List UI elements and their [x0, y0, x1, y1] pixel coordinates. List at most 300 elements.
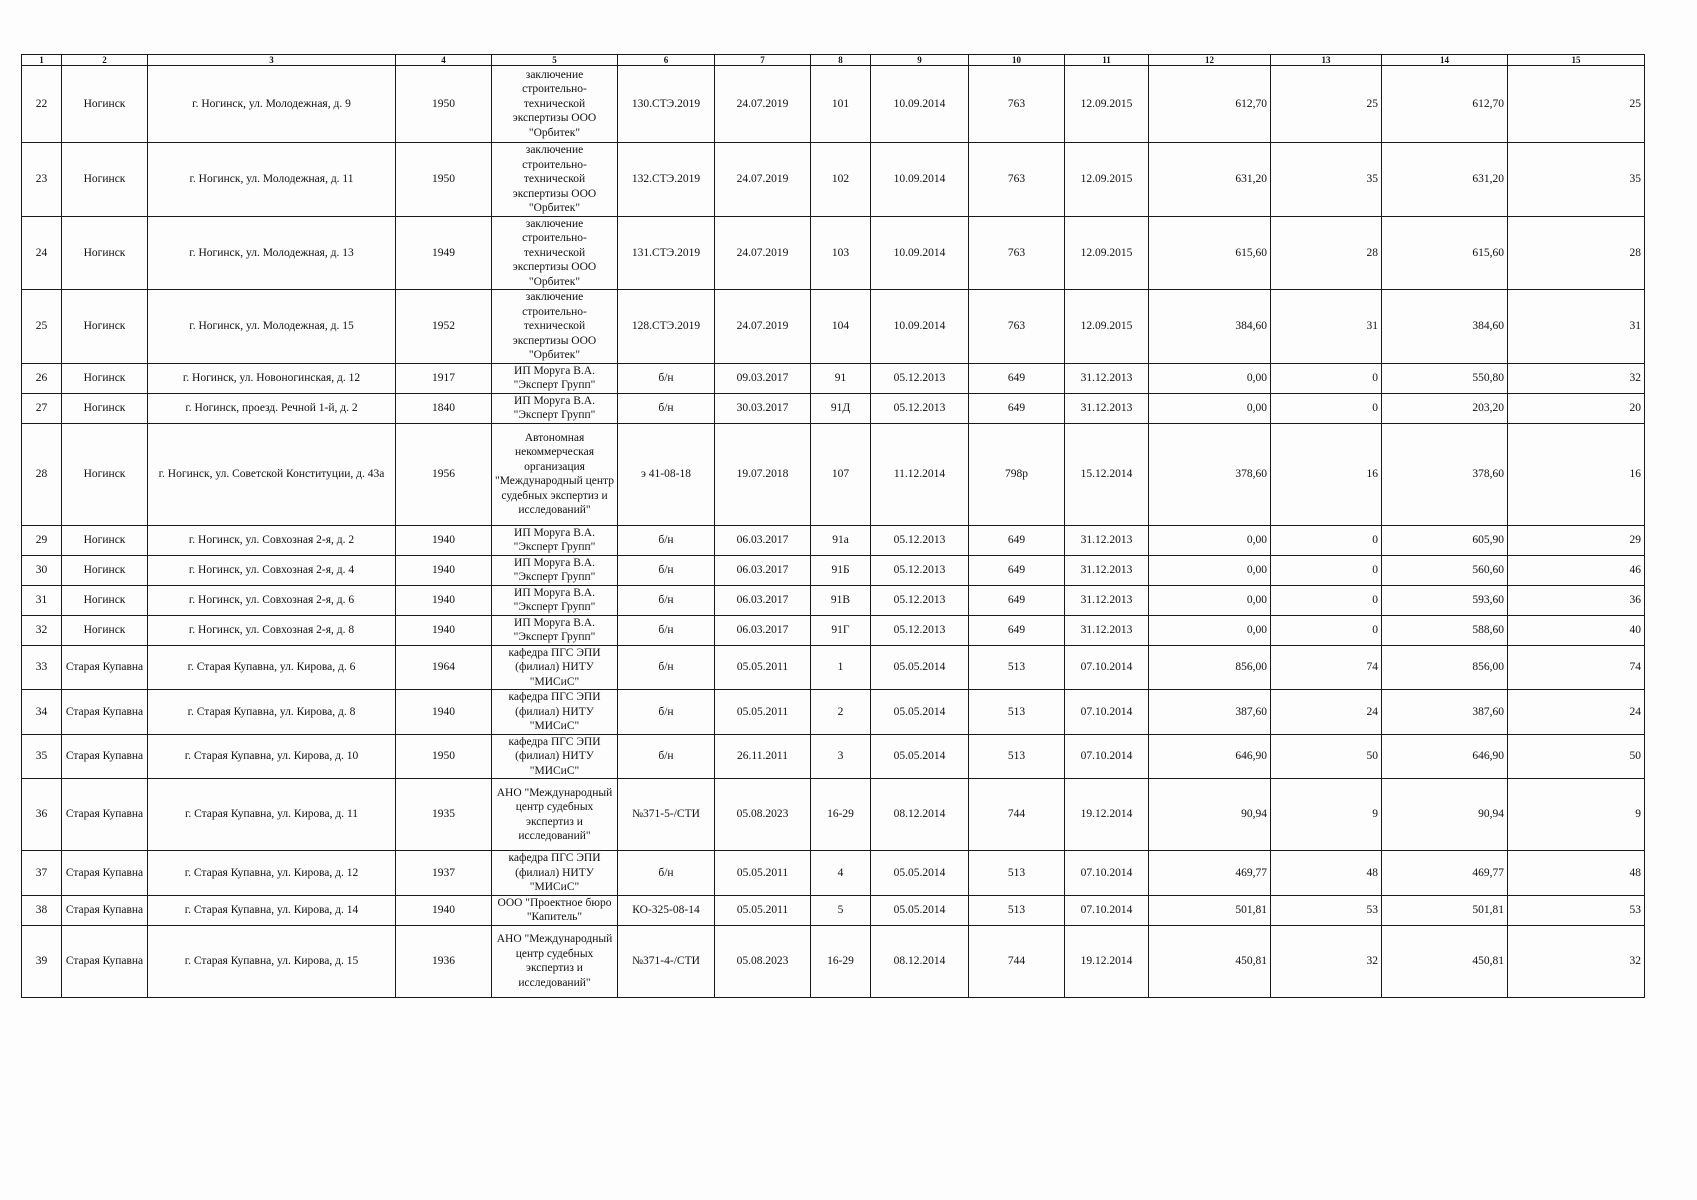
expert-organization-cell: АНО "Международный центр судебных экспертиз и исследований"	[492, 779, 618, 851]
total-area-cell: 501,81	[1382, 895, 1508, 925]
conclusion-date-cell: 06.03.2017	[715, 615, 811, 645]
total-area-cell: 612,70	[1382, 66, 1508, 143]
column-header: 1	[22, 55, 62, 66]
address-cell: г. Старая Купавна, ул. Кирова, д. 14	[148, 895, 396, 925]
total-residents-cell: 32	[1508, 363, 1645, 393]
decision-date-cell: 05.12.2013	[871, 525, 969, 555]
total-residents-cell: 31	[1508, 290, 1645, 364]
expert-organization-cell: ООО "Проектное бюро "Капитель"	[492, 895, 618, 925]
expert-organization-cell: АНО "Международный центр судебных экспертиз и исследований"	[492, 925, 618, 997]
order-date-cell: 07.10.2014	[1065, 851, 1149, 896]
table-row	[22, 925, 1645, 997]
row-number-cell: 25	[22, 290, 62, 364]
row-number-cell: 32	[22, 615, 62, 645]
decision-number-cell: 91Г	[811, 615, 871, 645]
row-number-cell: 37	[22, 851, 62, 896]
order-date-cell: 19.12.2014	[1065, 925, 1149, 997]
expert-organization-cell: заключение строительно-технической экспертизы ООО "Орбитек"	[492, 290, 618, 364]
order-number-cell: 763	[969, 290, 1065, 364]
table-row	[22, 66, 1645, 143]
locality-cell: Ногинск	[62, 66, 148, 143]
order-date-cell: 15.12.2014	[1065, 423, 1149, 525]
total-area-cell: 90,94	[1382, 779, 1508, 851]
expert-organization-cell: кафедра ПГС ЭПИ (филиал) НИТУ "МИСиС"	[492, 690, 618, 735]
resident-count-cell: 24	[1271, 690, 1382, 735]
row-number-cell: 31	[22, 585, 62, 615]
decision-date-cell: 10.09.2014	[871, 290, 969, 364]
year-built-cell: 1940	[396, 555, 492, 585]
year-built-cell: 1964	[396, 645, 492, 690]
row-number-cell: 23	[22, 143, 62, 217]
conclusion-number-cell: б/н	[618, 615, 715, 645]
table-row	[22, 555, 1645, 585]
column-header: 14	[1382, 55, 1508, 66]
locality-cell: Старая Купавна	[62, 895, 148, 925]
conclusion-number-cell: 131.СТЭ.2019	[618, 216, 715, 290]
decision-date-cell: 05.12.2013	[871, 363, 969, 393]
decision-date-cell: 05.12.2013	[871, 393, 969, 423]
locality-cell: Старая Купавна	[62, 779, 148, 851]
column-header: 10	[969, 55, 1065, 66]
address-cell: г. Ногинск, ул. Совхозная 2-я, д. 8	[148, 615, 396, 645]
row-number-cell: 30	[22, 555, 62, 585]
total-residents-cell: 9	[1508, 779, 1645, 851]
conclusion-date-cell: 24.07.2019	[715, 290, 811, 364]
resident-count-cell: 0	[1271, 363, 1382, 393]
resident-count-cell: 0	[1271, 393, 1382, 423]
total-residents-cell: 74	[1508, 645, 1645, 690]
area-value-cell: 646,90	[1149, 734, 1271, 779]
conclusion-date-cell: 24.07.2019	[715, 66, 811, 143]
conclusion-date-cell: 26.11.2011	[715, 734, 811, 779]
order-number-cell: 744	[969, 779, 1065, 851]
conclusion-date-cell: 30.03.2017	[715, 393, 811, 423]
year-built-cell: 1940	[396, 690, 492, 735]
conclusion-number-cell: б/н	[618, 363, 715, 393]
locality-cell: Ногинск	[62, 615, 148, 645]
column-header: 8	[811, 55, 871, 66]
table-row	[22, 363, 1645, 393]
total-residents-cell: 28	[1508, 216, 1645, 290]
resident-count-cell: 48	[1271, 851, 1382, 896]
conclusion-date-cell: 05.05.2011	[715, 645, 811, 690]
resident-count-cell: 32	[1271, 925, 1382, 997]
conclusion-number-cell: б/н	[618, 585, 715, 615]
order-date-cell: 31.12.2013	[1065, 393, 1149, 423]
address-cell: г. Старая Купавна, ул. Кирова, д. 11	[148, 779, 396, 851]
table-row	[22, 216, 1645, 290]
registry-table	[21, 54, 1645, 998]
expert-organization-cell: ИП Моруга В.А. "Эксперт Групп"	[492, 525, 618, 555]
conclusion-date-cell: 05.05.2011	[715, 690, 811, 735]
order-date-cell: 07.10.2014	[1065, 645, 1149, 690]
expert-organization-cell: заключение строительно-технической экспертизы ООО "Орбитек"	[492, 66, 618, 143]
area-value-cell: 0,00	[1149, 615, 1271, 645]
decision-number-cell: 91а	[811, 525, 871, 555]
address-cell: г. Старая Купавна, ул. Кирова, д. 12	[148, 851, 396, 896]
decision-number-cell: 4	[811, 851, 871, 896]
resident-count-cell: 53	[1271, 895, 1382, 925]
decision-date-cell: 08.12.2014	[871, 779, 969, 851]
decision-date-cell: 11.12.2014	[871, 423, 969, 525]
decision-number-cell: 91Б	[811, 555, 871, 585]
area-value-cell: 0,00	[1149, 555, 1271, 585]
locality-cell: Старая Купавна	[62, 690, 148, 735]
table-row	[22, 779, 1645, 851]
locality-cell: Ногинск	[62, 585, 148, 615]
area-value-cell: 612,70	[1149, 66, 1271, 143]
column-header: 2	[62, 55, 148, 66]
row-number-cell: 36	[22, 779, 62, 851]
decision-number-cell: 91	[811, 363, 871, 393]
order-date-cell: 07.10.2014	[1065, 895, 1149, 925]
total-area-cell: 203,20	[1382, 393, 1508, 423]
expert-organization-cell: кафедра ПГС ЭПИ (филиал) НИТУ "МИСиС"	[492, 851, 618, 896]
conclusion-date-cell: 05.05.2011	[715, 895, 811, 925]
area-value-cell: 378,60	[1149, 423, 1271, 525]
year-built-cell: 1950	[396, 143, 492, 217]
table-row	[22, 423, 1645, 525]
year-built-cell: 1936	[396, 925, 492, 997]
column-header: 9	[871, 55, 969, 66]
expert-organization-cell: ИП Моруга В.А. "Эксперт Групп"	[492, 363, 618, 393]
conclusion-number-cell: КО-325-08-14	[618, 895, 715, 925]
total-residents-cell: 46	[1508, 555, 1645, 585]
row-number-cell: 34	[22, 690, 62, 735]
decision-number-cell: 5	[811, 895, 871, 925]
column-header: 15	[1508, 55, 1645, 66]
resident-count-cell: 28	[1271, 216, 1382, 290]
order-date-cell: 12.09.2015	[1065, 143, 1149, 217]
column-header: 13	[1271, 55, 1382, 66]
year-built-cell: 1840	[396, 393, 492, 423]
locality-cell: Старая Купавна	[62, 734, 148, 779]
conclusion-number-cell: б/н	[618, 393, 715, 423]
area-value-cell: 0,00	[1149, 525, 1271, 555]
table-body	[22, 66, 1645, 998]
row-number-cell: 38	[22, 895, 62, 925]
order-number-cell: 649	[969, 585, 1065, 615]
resident-count-cell: 0	[1271, 585, 1382, 615]
column-header: 11	[1065, 55, 1149, 66]
total-area-cell: 588,60	[1382, 615, 1508, 645]
expert-organization-cell: заключение строительно-технической экспертизы ООО "Орбитек"	[492, 216, 618, 290]
column-header: 7	[715, 55, 811, 66]
area-value-cell: 856,00	[1149, 645, 1271, 690]
order-number-cell: 513	[969, 645, 1065, 690]
year-built-cell: 1935	[396, 779, 492, 851]
total-area-cell: 387,60	[1382, 690, 1508, 735]
address-cell: г. Ногинск, ул. Новоногинская, д. 12	[148, 363, 396, 393]
total-area-cell: 384,60	[1382, 290, 1508, 364]
resident-count-cell: 25	[1271, 66, 1382, 143]
address-cell: г. Старая Купавна, ул. Кирова, д. 10	[148, 734, 396, 779]
resident-count-cell: 50	[1271, 734, 1382, 779]
decision-date-cell: 05.05.2014	[871, 734, 969, 779]
order-date-cell: 07.10.2014	[1065, 690, 1149, 735]
conclusion-date-cell: 09.03.2017	[715, 363, 811, 393]
conclusion-number-cell: э 41-08-18	[618, 423, 715, 525]
address-cell: г. Старая Купавна, ул. Кирова, д. 8	[148, 690, 396, 735]
total-residents-cell: 48	[1508, 851, 1645, 896]
row-number-cell: 26	[22, 363, 62, 393]
area-value-cell: 387,60	[1149, 690, 1271, 735]
year-built-cell: 1937	[396, 851, 492, 896]
area-value-cell: 501,81	[1149, 895, 1271, 925]
decision-date-cell: 05.05.2014	[871, 895, 969, 925]
conclusion-number-cell: б/н	[618, 734, 715, 779]
conclusion-number-cell: б/н	[618, 555, 715, 585]
conclusion-number-cell: б/н	[618, 645, 715, 690]
order-number-cell: 798р	[969, 423, 1065, 525]
year-built-cell: 1950	[396, 734, 492, 779]
conclusion-number-cell: б/н	[618, 851, 715, 896]
decision-number-cell: 16-29	[811, 925, 871, 997]
order-number-cell: 763	[969, 66, 1065, 143]
resident-count-cell: 0	[1271, 525, 1382, 555]
column-header: 4	[396, 55, 492, 66]
address-cell: г. Ногинск, проезд. Речной 1-й, д. 2	[148, 393, 396, 423]
area-value-cell: 615,60	[1149, 216, 1271, 290]
total-area-cell: 469,77	[1382, 851, 1508, 896]
conclusion-number-cell: б/н	[618, 690, 715, 735]
conclusion-number-cell: 128.СТЭ.2019	[618, 290, 715, 364]
expert-organization-cell: ИП Моруга В.А. "Эксперт Групп"	[492, 585, 618, 615]
decision-date-cell: 10.09.2014	[871, 216, 969, 290]
order-date-cell: 31.12.2013	[1065, 555, 1149, 585]
locality-cell: Старая Купавна	[62, 645, 148, 690]
decision-date-cell: 10.09.2014	[871, 66, 969, 143]
total-residents-cell: 24	[1508, 690, 1645, 735]
resident-count-cell: 31	[1271, 290, 1382, 364]
decision-number-cell: 107	[811, 423, 871, 525]
resident-count-cell: 0	[1271, 615, 1382, 645]
area-value-cell: 450,81	[1149, 925, 1271, 997]
table-row	[22, 290, 1645, 364]
address-cell: г. Ногинск, ул. Молодежная, д. 13	[148, 216, 396, 290]
expert-organization-cell: кафедра ПГС ЭПИ (филиал) НИТУ "МИСиС"	[492, 734, 618, 779]
resident-count-cell: 35	[1271, 143, 1382, 217]
total-area-cell: 450,81	[1382, 925, 1508, 997]
total-area-cell: 615,60	[1382, 216, 1508, 290]
table-row	[22, 585, 1645, 615]
area-value-cell: 0,00	[1149, 585, 1271, 615]
conclusion-date-cell: 05.08.2023	[715, 779, 811, 851]
column-header: 5	[492, 55, 618, 66]
total-residents-cell: 29	[1508, 525, 1645, 555]
table-row	[22, 615, 1645, 645]
decision-number-cell: 103	[811, 216, 871, 290]
order-date-cell: 31.12.2013	[1065, 363, 1149, 393]
row-number-cell: 29	[22, 525, 62, 555]
conclusion-date-cell: 19.07.2018	[715, 423, 811, 525]
locality-cell: Ногинск	[62, 143, 148, 217]
area-value-cell: 631,20	[1149, 143, 1271, 217]
resident-count-cell: 9	[1271, 779, 1382, 851]
order-date-cell: 07.10.2014	[1065, 734, 1149, 779]
conclusion-number-cell: 132.СТЭ.2019	[618, 143, 715, 217]
decision-number-cell: 2	[811, 690, 871, 735]
expert-organization-cell: ИП Моруга В.А. "Эксперт Групп"	[492, 393, 618, 423]
order-number-cell: 513	[969, 851, 1065, 896]
resident-count-cell: 16	[1271, 423, 1382, 525]
decision-number-cell: 102	[811, 143, 871, 217]
column-header: 3	[148, 55, 396, 66]
decision-number-cell: 16-29	[811, 779, 871, 851]
address-cell: г. Ногинск, ул. Советской Конституции, д. 43а	[148, 423, 396, 525]
address-cell: г. Ногинск, ул. Совхозная 2-я, д. 2	[148, 525, 396, 555]
decision-date-cell: 05.12.2013	[871, 555, 969, 585]
row-number-cell: 39	[22, 925, 62, 997]
table-row	[22, 690, 1645, 735]
decision-date-cell: 05.12.2013	[871, 615, 969, 645]
expert-organization-cell: кафедра ПГС ЭПИ (филиал) НИТУ "МИСиС"	[492, 645, 618, 690]
address-cell: г. Ногинск, ул. Молодежная, д. 11	[148, 143, 396, 217]
order-number-cell: 744	[969, 925, 1065, 997]
column-number-row	[22, 55, 1645, 66]
year-built-cell: 1940	[396, 585, 492, 615]
locality-cell: Ногинск	[62, 525, 148, 555]
area-value-cell: 0,00	[1149, 393, 1271, 423]
order-date-cell: 31.12.2013	[1065, 525, 1149, 555]
total-area-cell: 605,90	[1382, 525, 1508, 555]
order-date-cell: 12.09.2015	[1065, 290, 1149, 364]
decision-number-cell: 91В	[811, 585, 871, 615]
conclusion-number-cell: №371-5-/СТИ	[618, 779, 715, 851]
table-row	[22, 851, 1645, 896]
total-area-cell: 550,80	[1382, 363, 1508, 393]
year-built-cell: 1950	[396, 66, 492, 143]
column-header: 6	[618, 55, 715, 66]
order-number-cell: 763	[969, 216, 1065, 290]
table-row	[22, 393, 1645, 423]
decision-number-cell: 1	[811, 645, 871, 690]
table-row	[22, 895, 1645, 925]
decision-date-cell: 05.12.2013	[871, 585, 969, 615]
year-built-cell: 1940	[396, 615, 492, 645]
year-built-cell: 1940	[396, 525, 492, 555]
order-number-cell: 513	[969, 895, 1065, 925]
table-row	[22, 734, 1645, 779]
area-value-cell: 469,77	[1149, 851, 1271, 896]
order-date-cell: 19.12.2014	[1065, 779, 1149, 851]
total-area-cell: 856,00	[1382, 645, 1508, 690]
decision-date-cell: 08.12.2014	[871, 925, 969, 997]
order-number-cell: 763	[969, 143, 1065, 217]
total-residents-cell: 20	[1508, 393, 1645, 423]
total-area-cell: 631,20	[1382, 143, 1508, 217]
order-number-cell: 649	[969, 393, 1065, 423]
order-date-cell: 31.12.2013	[1065, 615, 1149, 645]
decision-date-cell: 05.05.2014	[871, 690, 969, 735]
conclusion-number-cell: 130.СТЭ.2019	[618, 66, 715, 143]
column-header: 12	[1149, 55, 1271, 66]
decision-number-cell: 104	[811, 290, 871, 364]
total-residents-cell: 32	[1508, 925, 1645, 997]
order-number-cell: 649	[969, 555, 1065, 585]
total-residents-cell: 53	[1508, 895, 1645, 925]
order-number-cell: 513	[969, 690, 1065, 735]
order-number-cell: 513	[969, 734, 1065, 779]
total-residents-cell: 16	[1508, 423, 1645, 525]
locality-cell: Ногинск	[62, 216, 148, 290]
total-area-cell: 593,60	[1382, 585, 1508, 615]
row-number-cell: 33	[22, 645, 62, 690]
resident-count-cell: 74	[1271, 645, 1382, 690]
total-area-cell: 646,90	[1382, 734, 1508, 779]
expert-organization-cell: ИП Моруга В.А. "Эксперт Групп"	[492, 615, 618, 645]
address-cell: г. Ногинск, ул. Совхозная 2-я, д. 6	[148, 585, 396, 615]
order-date-cell: 12.09.2015	[1065, 66, 1149, 143]
decision-date-cell: 05.05.2014	[871, 645, 969, 690]
total-residents-cell: 50	[1508, 734, 1645, 779]
address-cell: г. Старая Купавна, ул. Кирова, д. 15	[148, 925, 396, 997]
address-cell: г. Ногинск, ул. Молодежная, д. 15	[148, 290, 396, 364]
table-row	[22, 143, 1645, 217]
decision-number-cell: 91Д	[811, 393, 871, 423]
conclusion-date-cell: 24.07.2019	[715, 216, 811, 290]
total-residents-cell: 35	[1508, 143, 1645, 217]
row-number-cell: 35	[22, 734, 62, 779]
order-date-cell: 12.09.2015	[1065, 216, 1149, 290]
order-number-cell: 649	[969, 615, 1065, 645]
locality-cell: Ногинск	[62, 555, 148, 585]
table-row	[22, 525, 1645, 555]
locality-cell: Ногинск	[62, 363, 148, 393]
year-built-cell: 1917	[396, 363, 492, 393]
decision-date-cell: 10.09.2014	[871, 143, 969, 217]
area-value-cell: 90,94	[1149, 779, 1271, 851]
year-built-cell: 1940	[396, 895, 492, 925]
expert-organization-cell: Автономная некоммерческая организация "Международный центр судебных экспертиз и исследований"	[492, 423, 618, 525]
conclusion-date-cell: 06.03.2017	[715, 555, 811, 585]
locality-cell: Ногинск	[62, 393, 148, 423]
row-number-cell: 22	[22, 66, 62, 143]
expert-organization-cell: заключение строительно-технической экспертизы ООО "Орбитек"	[492, 143, 618, 217]
total-residents-cell: 40	[1508, 615, 1645, 645]
total-area-cell: 560,60	[1382, 555, 1508, 585]
total-area-cell: 378,60	[1382, 423, 1508, 525]
conclusion-date-cell: 05.08.2023	[715, 925, 811, 997]
locality-cell: Ногинск	[62, 423, 148, 525]
order-number-cell: 649	[969, 525, 1065, 555]
locality-cell: Ногинск	[62, 290, 148, 364]
expert-organization-cell: ИП Моруга В.А. "Эксперт Групп"	[492, 555, 618, 585]
resident-count-cell: 0	[1271, 555, 1382, 585]
row-number-cell: 24	[22, 216, 62, 290]
year-built-cell: 1949	[396, 216, 492, 290]
area-value-cell: 384,60	[1149, 290, 1271, 364]
address-cell: г. Ногинск, ул. Совхозная 2-я, д. 4	[148, 555, 396, 585]
table-row	[22, 645, 1645, 690]
address-cell: г. Ногинск, ул. Молодежная, д. 9	[148, 66, 396, 143]
order-date-cell: 31.12.2013	[1065, 585, 1149, 615]
conclusion-number-cell: б/н	[618, 525, 715, 555]
locality-cell: Старая Купавна	[62, 925, 148, 997]
row-number-cell: 28	[22, 423, 62, 525]
address-cell: г. Старая Купавна, ул. Кирова, д. 6	[148, 645, 396, 690]
conclusion-number-cell: №371-4-/СТИ	[618, 925, 715, 997]
area-value-cell: 0,00	[1149, 363, 1271, 393]
conclusion-date-cell: 05.05.2011	[715, 851, 811, 896]
row-number-cell: 27	[22, 393, 62, 423]
conclusion-date-cell: 06.03.2017	[715, 525, 811, 555]
year-built-cell: 1952	[396, 290, 492, 364]
decision-number-cell: 101	[811, 66, 871, 143]
total-residents-cell: 25	[1508, 66, 1645, 143]
conclusion-date-cell: 06.03.2017	[715, 585, 811, 615]
order-number-cell: 649	[969, 363, 1065, 393]
